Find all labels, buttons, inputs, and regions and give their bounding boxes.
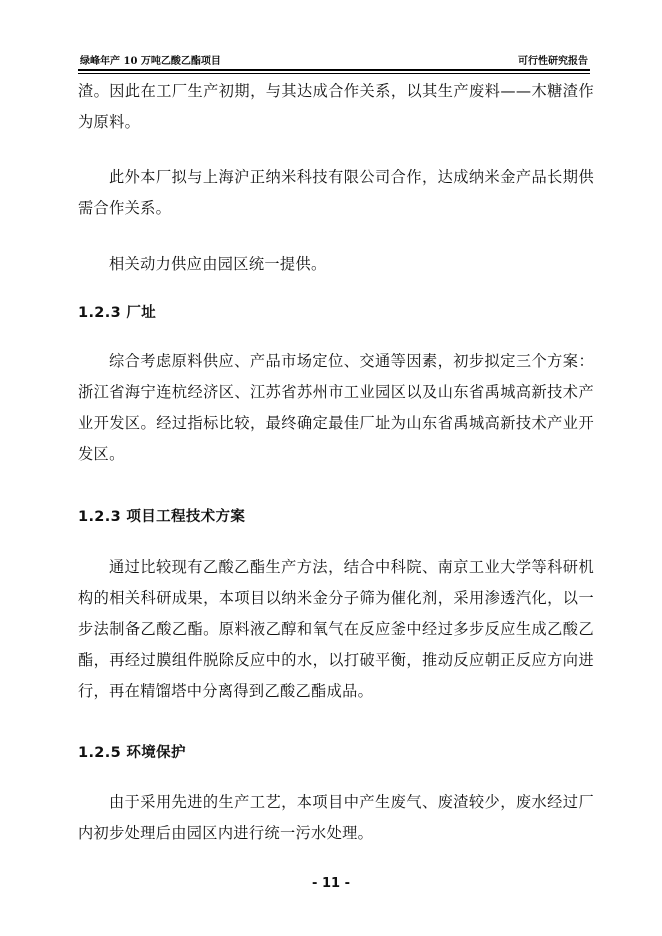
page-header <box>78 48 590 68</box>
header-report-type: 可行性研究报告 <box>518 56 588 67</box>
paragraph-nano-gold-cooperation: 此外本厂拟与上海沪正纳米科技有限公司合作，达成纳米金产品长期供需合作关系。 <box>78 168 594 217</box>
section-heading-site: 1.2.3 厂址 <box>78 305 157 321</box>
page-number: - 11 - <box>312 876 350 891</box>
header-divider-thick <box>78 69 590 71</box>
paragraph-technology-scheme: 通过比较现有乙酸乙酯生产方法，结合中科院、南京工业大学等科研机构的相关科研成果，本项目以纳米金分子筛为催化剂，采用渗透汽化，以一步法制备乙酸乙酯。原料液乙醇和氧气在反应釜中经过多步反应生成乙酸乙酯，再经过膜组件脱除反应中的水，以打破平衡，推动反应朝正反应方向进行，再在精馏塔中分离得到乙酸乙酯成品。 <box>78 558 594 700</box>
header-project-title: 绿峰年产 10 万吨乙酸乙酯项目 <box>80 56 221 67</box>
section-heading-environment: 1.2.5 环境保护 <box>78 745 186 761</box>
section-heading-technology: 1.2.3 项目工程技术方案 <box>78 509 246 525</box>
paragraph-power-supply: 相关动力供应由园区统一提供。 <box>109 255 327 273</box>
header-divider-thin <box>78 73 590 74</box>
paragraph-raw-material: 渣。因此在工厂生产初期，与其达成合作关系，以其生产废料——木糖渣作为原料。 <box>78 82 594 131</box>
paragraph-site-selection: 综合考虑原料供应、产品市场定位、交通等因素，初步拟定三个方案：浙江省海宁连杭经济区、江苏省苏州市工业园区以及山东省禹城高新技术产业开发区。经过指标比较，最终确定最佳厂址为山东省禹城高新技术产业开发区。 <box>78 352 594 463</box>
document-body <box>78 76 594 866</box>
paragraph-environment-protection: 由于采用先进的生产工艺，本项目中产生废气、废渣较少，废水经过厂内初步处理后由园区内进行统一污水处理。 <box>78 793 594 842</box>
